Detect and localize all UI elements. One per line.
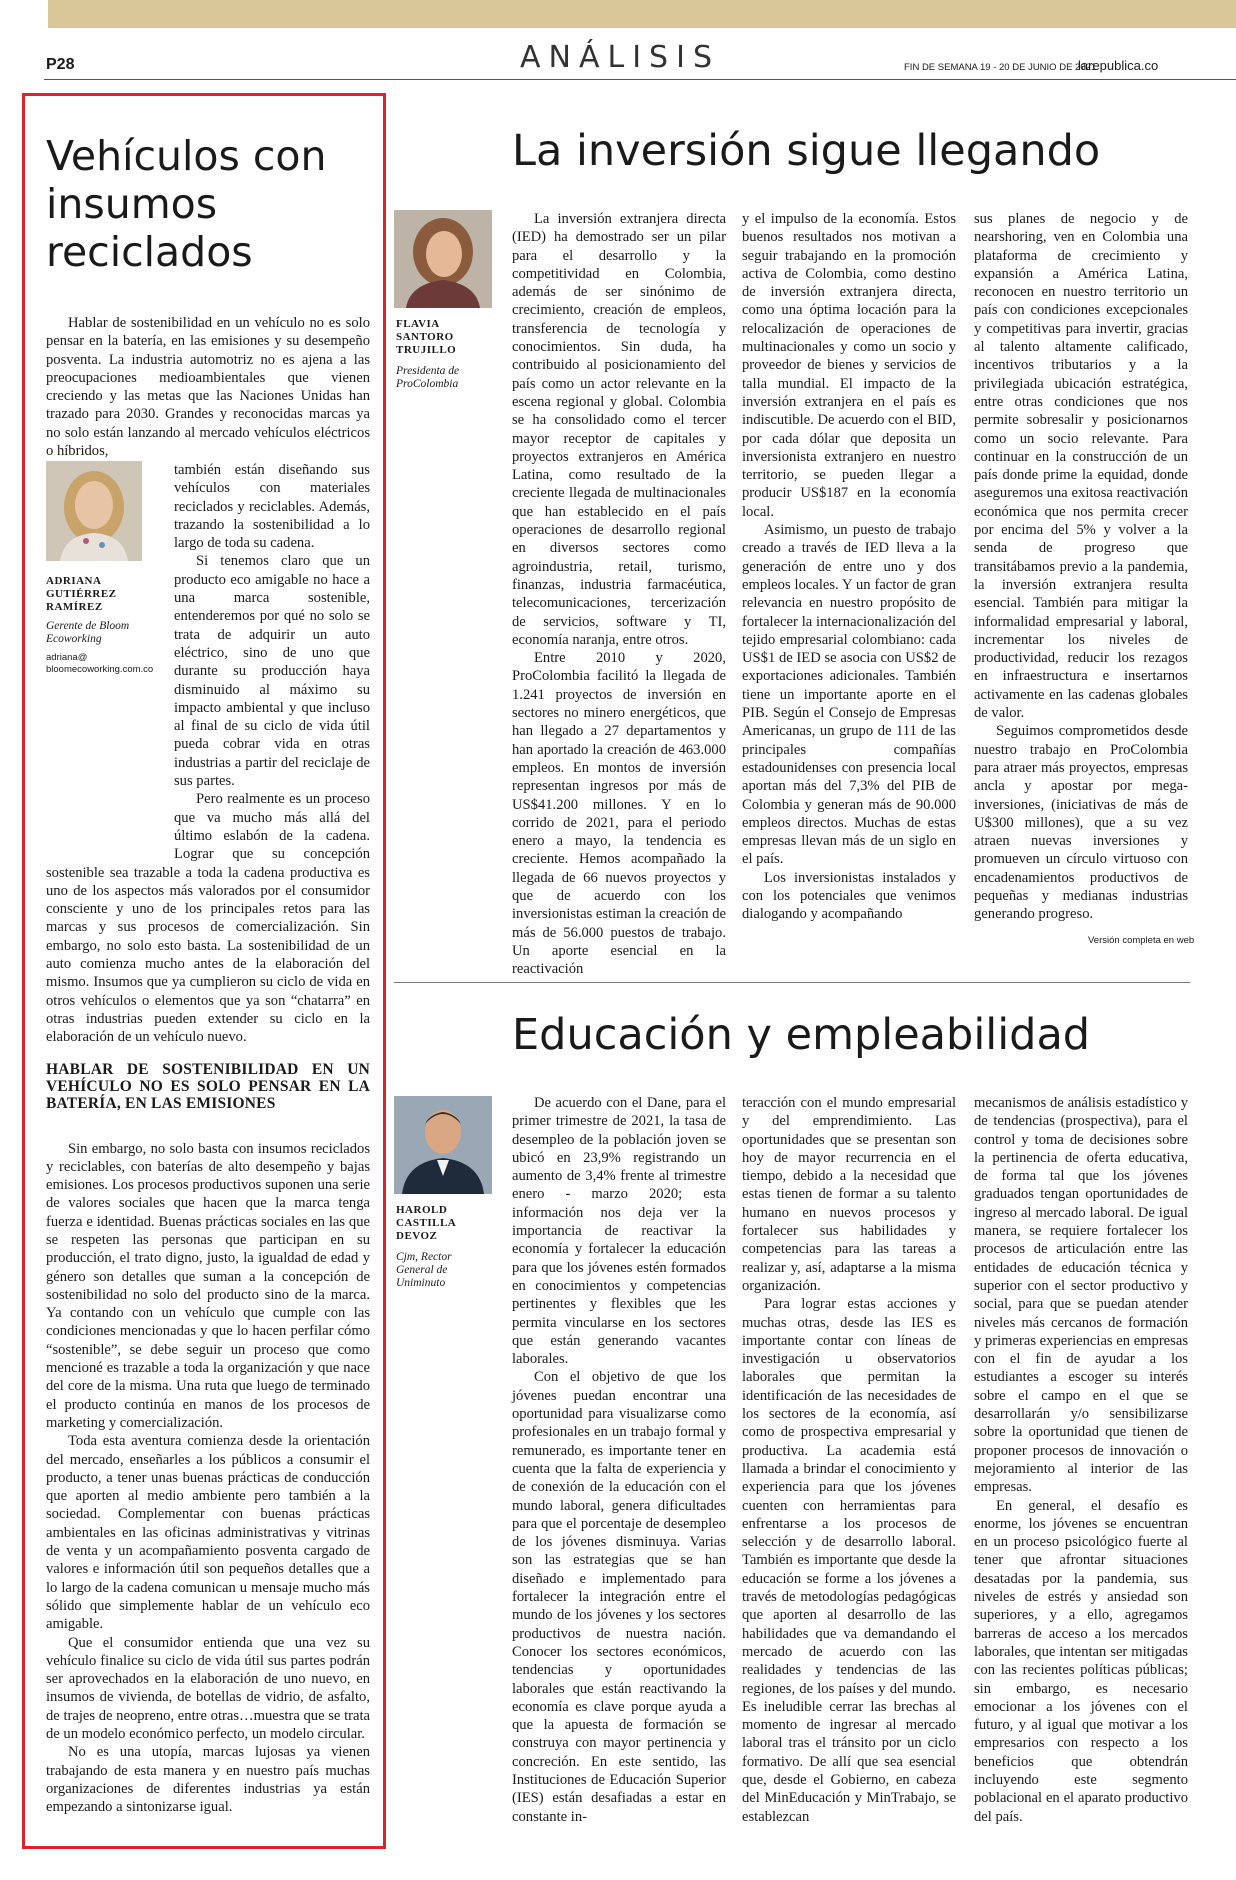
page-number: P28 xyxy=(46,56,75,73)
paragraph: De acuerdo con el Dane, para el primer trimestre de 2021, la tasa de desempleo de la población joven se ubicó en 23,9% registrando un aumento de 3,4% frente al trimestre enero - marzo 2020; esta información nos deja ver la importancia de reactivar la economía y fortalecer la educación para que los jóvenes estén formados en conocimientos y competencias pertinentes y flexibles que les permita vincularse en los sectores que están generando vacantes laborales. xyxy=(512,1095,726,1368)
article-left-intro xyxy=(46,314,370,460)
article-top-col-1 xyxy=(512,210,726,978)
paragraph: también están diseñando sus vehículos con materiales reciclados y reciclables. Además, trazando la sostenibilidad a lo largo de toda su cadena. xyxy=(174,462,370,552)
author-card xyxy=(396,318,496,391)
paragraph: Asimismo, un puesto de trabajo creado a través de IED lleva a la generación de entre uno y dos empleos locales. Y un factor de gran relevancia en nuestro propósito de fortalecer la internacionalización del tejido empresarial colombiano: cada US$1 de IED se asocia con US$2 de exportaciones adicionales. También tiene un importante aporte en el PIB. Según el Consejo de Empresas Americanas, un grupo de 111 de las principales compañías estadounidenses con presencia local aportan más del 7,3% del PIB de Colombia y generan más de 90.000 empleos directos. Muchas de estas empresas llevan más de un siglo en el país. xyxy=(742,522,956,868)
author-card xyxy=(396,1204,496,1290)
paragraph: La inversión extranjera directa (IED) ha demostrado ser un pilar para el desarrollo y la competitividad en Colombia, además de ser sinónimo de crecimiento, creación de empleos, transferencia de tecnología y conocimientos. Sin duda, ha contribuido al posicionamiento del país como un actor relevante en la escena regional y global. Colombia se ha consolidado como el tercer mayor receptor de capitales y proyectos extranjeros en América Latina, como resultado de la creciente llegada de multinacionales que han establecido en el país operaciones de desarrollo regional en diversos sectores como agroindustria, retail, turismo, finanzas, industria farmacéutica, telecomunicaciones, tercerización de servicios, software y TI, economía naranja, entre otros. xyxy=(512,211,726,648)
author-name-line: DEVOZ xyxy=(396,1230,438,1242)
author-role-line: Cjm, Rector xyxy=(396,1251,452,1263)
author-role-line: Uniminuto xyxy=(396,1277,446,1289)
paragraph: Sin embargo, no solo basta con insumos reciclados y reciclables, con baterías de alto desempeño y bajas emisiones. Los procesos productivos suponen una serie de valores sociales que hacen que la marca tenga fuerza e identidad. Buenas prácticas sociales en las que se respeten las personas que participan en su producción, el trato digno, justo, la igualdad de edad y género son detalles que suman a la concepción de sostenibilidad no solo del producto sino de la marca. Ya contando con un vehículo que cumple con las condiciones mencionadas y que lo hacen perfilar cómo “sostenible”, se debe seguir un proceso que como mencioné es trazable a toda la organización y que nace del core de la misma. Una ruta que luego de terminado el producto continúa en manos de los procesos de marketing y comercialización. xyxy=(46,1140,370,1431)
article-top-col-2 xyxy=(742,210,956,924)
portrait-man-icon xyxy=(394,1096,492,1194)
author-card xyxy=(46,461,166,861)
author-name-line: GUTIÉRREZ xyxy=(46,588,117,600)
author-email[interactable]: adriana@ xyxy=(46,652,88,663)
paragraph: y el impulso de la economía. Estos buenos resultados nos motivan a seguir trabajando en la promoción activa de Colombia, como destino de inversión extranjera directa, como una óptima locación para la relocalización de operaciones de multinacionales y como un socio y proveedor de bienes y servicios de talla mundial. El impacto de la inversión extranjera en el país es indiscutible. De acuerdo con el BID, por cada dólar que deposita un inversionista extranjero en nuestro territorio, se pueden llegar a producir US$187 en la economía local. xyxy=(742,211,956,520)
portrait-woman-icon xyxy=(394,210,492,308)
paragraph: Seguimos comprometidos desde nuestro trabajo en ProColombia para atraer más proyectos, empresas ancla y apostar por mega-inversiones, (iniciativas de más de U$300 millones), que a su vez atraen nuevas inversiones y promueven un círculo virtuoso con encadenamientos productivos de pequeñas y medianas industrias generando progreso. xyxy=(974,723,1188,923)
article-left-body xyxy=(46,461,370,1816)
article-left-subhead: HABLAR DE SOSTENIBILIDAD EN UN VEHÍCULO NO ES SOLO PENSAR EN LA BATERÍA, EN LAS EMISIONES xyxy=(46,1060,370,1112)
paragraph: Hablar de sostenibilidad en un vehículo no es solo pensar en la batería, en las emisiones y su desempeño posventa. La industria automotriz no es ajena a las preocupaciones medioambientales que vienen creciendo y las metas que las Naciones Unidas han trazado para 2030. Grandes y reconocidas marcas ya no solo están lanzando al mercado vehículos eléctricos o híbridos, xyxy=(46,315,370,460)
paragraph: mecanismos de análisis estadístico y de tendencias (prospectiva), para el control y toma de decisiones sobre la pertinencia de oferta educativa, de forma tal que los jóvenes graduados tengan oportunidades de ingreso al mercado laboral. De igual manera, se requiere fortalecer los procesos de articulación entre las entidades de educación técnica y superior con el sector productivo y social, para que se puedan atender niveles más cercanos de formación y primeras experiencias en empresas con el fin de ayudar a los estudiantes a escoger su interés sobre el campo en el que se desarrollarán y/o sensibilizarse sobre la oportunidad que tienen de proponer procesos de innovación o mejoramiento al interior de las empresas. xyxy=(974,1095,1188,1496)
author-email[interactable]: bloomecoworking.com.co xyxy=(46,664,154,675)
author-name-line: FLAVIA xyxy=(396,318,440,330)
article-left-title: Vehículos con insumos reciclados xyxy=(46,132,327,276)
author-photo xyxy=(46,461,142,561)
paragraph: Pero realmente es un proceso que va mucho más allá del último eslabón de la cadena. Lograr que su concepción sostenible sea trazable a toda la cadena productiva es uno de los aspectos más valorados por el consumidor consciente y uno de los principales retos para las marcas y sus procesos de comercialización. Sin embargo, no solo esto basta. La sostenibilidad de un auto comienza mucho antes de la elaboración del mismo. Insumos que ya cumplieron su ciclo de vida en otros vehículos o elementos que ya son “chatarra” en otras industrias pueden extender su ciclo en la elaboración de un vehículo nuevo. xyxy=(46,791,370,1046)
author-name-line: CASTILLA xyxy=(396,1217,457,1229)
header-color-strip xyxy=(48,0,1236,28)
paragraph: Los inversionistas instalados y con los potenciales que venimos dialogando y acompañando xyxy=(742,869,956,923)
paragraph: Si tenemos claro que un producto eco amigable no hace a una marca sostenible, entenderemos por qué no solo se trata de adquirir un auto eléctrico, sino de uno que durante su producción haya disminuido al máximo su impacto ambiental y que incluso al final de su ciclo de vida útil pueda cobrar vida en otras industrias a partir del reciclaje de sus partes. xyxy=(174,553,370,790)
author-name-line: SANTORO xyxy=(396,331,454,343)
author-role-line: Gerente de Bloom xyxy=(46,620,130,632)
paragraph: Con el objetivo de que los jóvenes puedan encontrar una oportunidad para visualizarse como profesionales en un trabajo formal y remunerado, es importante tener en cuenta que la falta de experiencia y de conexión de la educación con el mundo laboral, genera dificultades para que el porcentaje de desempleo de los jóvenes disminuya. Varias son las estrategias que se han diseñado e implementado para fortalecer la integración entre el mundo de los jóvenes y los sectores productivos de nuestra nación. Conocer los sectores económicos, tendencias y oportunidades laborales que están reactivando la economía es clave porque ayuda a que la apuesta de formación se construya con mayor pertinencia y concreción. En este sentido, las Instituciones de Educación Superior (IES) están desafiadas a estar en constante in- xyxy=(512,1369,726,1825)
article-top-title: La inversión sigue llegando xyxy=(512,126,1101,176)
author-role-line: Presidenta de xyxy=(396,365,460,377)
article-bottom-col-2 xyxy=(742,1094,956,1826)
paragraph: sus planes de negocio y de nearshoring, ven en Colombia una plataforma de crecimiento y expansión a América Latina, reconocen en nuestro territorio un país con condiciones excepcionales y competitivas para invertir, gracias al talento altamente calificado, incentivos tributarios y a la privilegiada ubicación estratégica, entre otras condiciones que nos permite sobresalir y posicionarnos como un socio relevante. Para continuar en la construcción de un país donde prime la equidad, donde aseguremos una exitosa reactivación económica que nos permita crecer por encima del 5% y volver a la senda de progreso que transitábamos previo a la pandemia, la inversión extranjera resulta esencial. También para mitigar la informalidad empresarial y laboral, incrementar los niveles de productividad, reducir los rezagos en infraestructura e insertarnos activamente en las cadenas globales de valor. xyxy=(974,211,1188,722)
author-name-line: RAMÍREZ xyxy=(46,601,103,613)
section-title: ANÁLISIS xyxy=(520,40,720,75)
paragraph: teracción con el mundo empresarial y del emprendimiento. Las oportunidades que se presentan son hoy de mayor recurrencia en el tiempo, debido a la necesidad que estas tienen de formar a su talento humano en nuevos procesos y fortalecer sus habilidades y competencias para las tareas a realizar y, así, adaptarse a la misma organización. xyxy=(742,1095,956,1294)
author-photo xyxy=(394,210,492,308)
author-role-line: Ecoworking xyxy=(46,633,102,645)
paragraph: No es una utopía, marcas lujosas ya vienen trabajando de esta manera y en nuestro país muchas organizaciones de diferentes industrias ya están empezando a sintonizarse igual. xyxy=(46,1744,370,1816)
article-bottom-col-3 xyxy=(974,1094,1188,1826)
portrait-woman-icon xyxy=(46,461,142,561)
paragraph: Para lograr estas acciones y muchas otras, desde las IES es importante contar con líneas de investigación u observatorios laborales que permitan la identificación de las necesidades de los sectores de la economía, así como de prospectiva empresarial y productiva. La academia está llamada a brindar el conocimiento y experiencia para que los jóvenes cuenten con herramientas para enfrentarse a los procesos de selección y de desarrollo laboral. También es importante que desde la educación se forme a los jóvenes a través de metodologías pedagógicas que aporten al desarrollo de las habilidades que va demandando el mercado de acuerdo con las realidades y tendencias de las regiones, de los países y del mundo. Es ineludible cerrar las brechas al momento de ingresar al mercado laboral tras el tránsito por un ciclo formativo. De allí que sea esencial que, desde el Gobierno, en cabeza del MinEducación y MinTrabajo, se establezcan xyxy=(742,1296,956,1825)
paragraph: Entre 2010 y 2020, ProColombia facilitó la llegada de 1.241 proyectos de inversión en sectores no minero energéticos, que han llegado a 27 departamentos y han aportado la creación de 463.000 empleos. En montos de inversión representan ingresos por más de US$41.200 millones. Y en lo corrido de 2021, para el periodo enero a mayo, la tendencia es creciente. Hemos acompañado la llegada de 66 nuevos proyectos y que de acuerdo con los inversionistas estiman la creación de más de 56.000 puestos de trabajo. Un aporte esencial en la reactivación xyxy=(512,650,726,978)
paragraph: Que el consumidor entienda que una vez su vehículo finalice su ciclo de vida útil sus partes podrán ser aprovechados en la elaboración de uno nuevo, en insumos de vivienda, de botellas de vidrio, de asfalto, de trajes de neopreno, entre otras…muestra que se trata de un modelo económico perfecto, un modelo circular. xyxy=(46,1634,370,1742)
author-photo xyxy=(394,1096,492,1194)
article-bottom-title: Educación y empleabilidad xyxy=(512,1010,1091,1060)
dateline: FIN DE SEMANA 19 - 20 DE JUNIO DE 2021 xyxy=(904,62,1097,73)
article-top-col-3 xyxy=(974,210,1188,924)
article-divider xyxy=(394,982,1190,983)
article-bottom-col-1 xyxy=(512,1094,726,1826)
author-role-line: General de xyxy=(396,1264,448,1276)
author-name-line: HAROLD xyxy=(396,1204,448,1216)
author-name-line: ADRIANA xyxy=(46,575,102,587)
paragraph: En general, el desafío es enorme, los jóvenes se encuentran en un proceso psicológico fuerte al tener que afrontar situaciones desatadas por la pandemia, sus niveles de estrés y ansiedad son superiores, y a ello, agregamos barreras de acceso a los mercados laborales, que intentan ser mitigadas con las recientes políticas públicas; sin embargo, es necesario emocionar a los jóvenes con el futuro, y al igual que motivar a los empresarios con respecto a los beneficios que obtendrán incluyendo este segmento poblacional en el aparato productivo del país. xyxy=(974,1497,1188,1825)
header-rule xyxy=(44,79,1236,80)
author-role-line: ProColombia xyxy=(396,378,459,390)
full-version-note[interactable]: Versión completa en web xyxy=(1088,935,1195,946)
author-name-line: TRUJILLO xyxy=(396,344,457,356)
paragraph: Toda esta aventura comienza desde la orientación del mercado, enseñarles a los públicos a consumir el producto, a tener unas buenas prácticas de conducción que aporten al medio ambiente pero también a la sociedad. Complementar con buenas prácticas ambientales en las oficinas administrativas y vitrinas de venta y un acompañamiento posventa cargado de valores e información útil son pequeños detalles que a lo largo de la cadena comunican u mensaje mucho más sólido que simplemente hablar de un vehículo eco amigable. xyxy=(46,1433,370,1633)
site-link[interactable]: larepublica.co xyxy=(1078,58,1159,73)
